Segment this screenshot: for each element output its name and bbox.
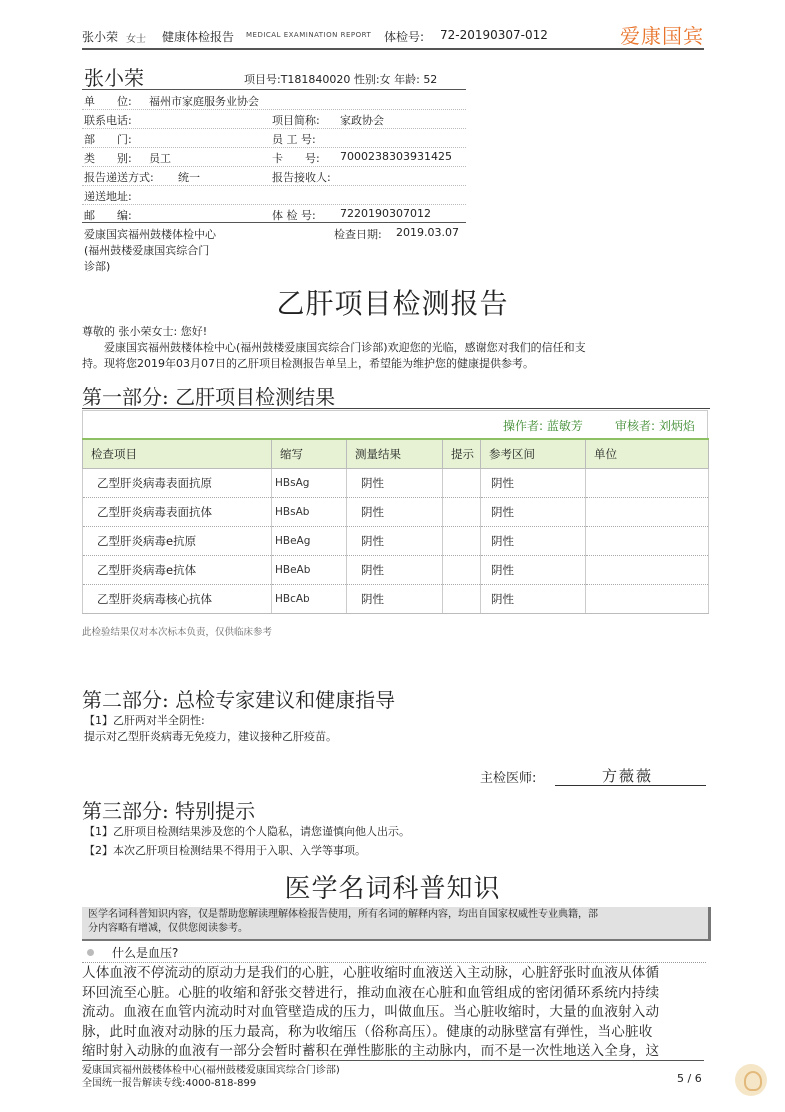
unit-value: 福州市家庭服务业协会	[149, 95, 259, 108]
center-name-line3: 诊部)	[84, 260, 111, 273]
header-report-title-en: MEDICAL EXAMINATION REPORT	[246, 31, 372, 39]
glossary-body-line: 人体血液不停流动的原动力是我们的心脏，心脏收缩时血液送入主动脉，心脏舒张时血液从体循	[82, 965, 660, 981]
report-title: 乙肝项目检测报告	[276, 287, 509, 320]
glossary-disclaimer-box	[82, 907, 711, 941]
bullet-icon	[87, 949, 94, 956]
dept-label: 部 门:	[84, 133, 132, 146]
divider	[82, 408, 710, 409]
glossary-body-line: 脉，此时血液对动脉的压力最高，称为收缩压（俗称高压）。健康的动脉壁富有弹性，当心脏收	[82, 1023, 653, 1040]
signature-line	[555, 785, 706, 786]
result-table	[82, 438, 709, 614]
header-number-label: 体检号:	[384, 30, 425, 44]
center-name-line2: (福州鼓楼爱康国宾综合门	[84, 244, 210, 257]
operator: 操作者: 蓝敏芳	[503, 419, 583, 433]
greeting: 尊敬的 张小荣女士: 您好!	[82, 325, 208, 338]
cell-unit	[586, 498, 709, 527]
divider	[82, 185, 466, 186]
card-label: 卡 号:	[272, 152, 320, 165]
glossary-body-line: 环回流至心脏。心脏的收缩和舒张交替进行，推动血液在心脏和血管组成的密闭循环系统内持续	[82, 984, 660, 1001]
cell-abbr: HBeAg	[272, 527, 347, 556]
cell-unit	[586, 527, 709, 556]
table-row	[83, 498, 709, 527]
exam-date-value: 2019.03.07	[396, 226, 459, 239]
type-label: 类 别:	[84, 152, 132, 165]
cell-unit	[586, 585, 709, 614]
divider	[82, 109, 466, 110]
cell-abbr: HBcAb	[272, 585, 347, 614]
glossary-body-line: 流动。血液在血管内流动时对血管壁造成的压力，叫做血压。当心脏收缩时，大量的血液射入动	[82, 1004, 660, 1020]
footer-center-name: 爱康国宾福州鼓楼体检中心(福州鼓楼爱康国宾综合门诊部)	[82, 1065, 340, 1076]
doctor-signature: 方薇薇	[602, 767, 654, 785]
cell-hint	[443, 556, 481, 585]
glossary-body-line: 缩时射入动脉的血液有一部分会暂时蓄积在弹性膨胀的主动脉内，而不是一次性地送入全身，这	[82, 1043, 660, 1059]
divider	[82, 128, 466, 129]
receiver-label: 报告接收人:	[272, 171, 331, 184]
divider	[82, 962, 706, 963]
divider	[82, 204, 466, 205]
col-header-result: 测量结果	[347, 439, 443, 469]
col-header-abbr: 缩写	[272, 439, 347, 469]
cell-hint	[443, 498, 481, 527]
unit-label: 单 位:	[84, 95, 132, 108]
cell-abbr: HBsAb	[272, 498, 347, 527]
col-header-reference: 参考区间	[481, 439, 586, 469]
table-row	[83, 527, 709, 556]
table-row	[83, 469, 709, 498]
header-patient-name: 张小荣	[82, 30, 119, 44]
col-header-hint: 提示	[443, 439, 481, 469]
cell-reference: 阴性	[481, 556, 586, 585]
divider	[82, 222, 466, 223]
glossary-title: 医学名词科普知识	[284, 874, 501, 904]
cell-result: 阴性	[347, 585, 443, 614]
col-header-unit: 单位	[586, 439, 709, 469]
table-row	[83, 556, 709, 585]
postcode-label: 邮 编:	[84, 209, 132, 222]
operator-bar	[82, 410, 708, 439]
part2-advice: 提示对乙型肝炎病毒无免疫力，建议接种乙肝疫苗。	[84, 730, 337, 743]
cell-reference: 阴性	[481, 585, 586, 614]
page-header	[82, 24, 704, 50]
cell-result: 阴性	[347, 498, 443, 527]
staff-no-label: 员 工 号:	[272, 133, 316, 146]
table-header-row	[83, 439, 709, 469]
glossary-disclaimer-line-2: 分内容略有增减，仅供您阅读参考。	[88, 922, 248, 934]
cell-reference: 阴性	[481, 498, 586, 527]
header-gender: 女士	[126, 34, 146, 45]
part3-item-1: 【1】乙肝项目检测结果涉及您的个人隐私，请您谨慎向他人出示。	[84, 825, 410, 838]
part1-title: 第一部分: 乙肝项目检测结果	[82, 385, 336, 409]
brand-logo-icon	[735, 1064, 767, 1096]
page-number: 5 / 6	[677, 1072, 702, 1085]
cell-item: 乙型肝炎病毒表面抗体	[83, 498, 272, 527]
patient-name: 张小荣	[84, 66, 144, 90]
col-header-item: 检查项目	[83, 439, 272, 469]
project-label: 项目简称:	[272, 114, 320, 127]
cell-hint	[443, 527, 481, 556]
part3-item-2: 【2】本次乙肝项目检测结果不得用于入职、入学等事项。	[84, 844, 366, 857]
card-value: 7000238303931425	[340, 150, 452, 163]
cell-unit	[586, 556, 709, 585]
center-name-line1: 爱康国宾福州鼓楼体检中心	[84, 228, 216, 241]
type-value: 员工	[149, 152, 171, 165]
exam-no-value: 7220190307012	[340, 207, 431, 220]
table-note: 此检验结果仅对本次标本负责，仅供临床参考	[82, 627, 273, 638]
cell-item: 乙型肝炎病毒e抗原	[83, 527, 272, 556]
cell-abbr: HBsAg	[272, 469, 347, 498]
cell-reference: 阴性	[481, 469, 586, 498]
part2-title: 第二部分: 总检专家建议和健康指导	[82, 688, 396, 712]
intro-line-1: 爱康国宾福州鼓楼体检中心(福州鼓楼爱康国宾综合门诊部)欢迎您的光临，感谢您对我们的信任和支	[104, 341, 586, 354]
divider	[82, 89, 466, 90]
part3-title: 第三部分: 特别提示	[82, 799, 256, 823]
cell-item: 乙型肝炎病毒e抗体	[83, 556, 272, 585]
cell-result: 阴性	[347, 527, 443, 556]
intro-line-2: 持。现将您2019年03月07日的乙肝项目检测报告单呈上，希望能为维护您的健康提供参考。	[82, 357, 534, 370]
doctor-label: 主检医师:	[480, 771, 537, 786]
cell-hint	[443, 585, 481, 614]
reviewer: 审核者: 刘炳焰	[615, 419, 695, 433]
glossary-body	[82, 964, 712, 1062]
table-row	[83, 585, 709, 614]
project-value: 家政协会	[340, 114, 384, 127]
page-footer	[82, 1060, 704, 1061]
cell-result: 阴性	[347, 469, 443, 498]
exam-date-label: 检查日期:	[334, 228, 382, 241]
footer-hotline: 全国统一报告解读专线:4000-818-899	[82, 1078, 257, 1089]
cell-unit	[586, 469, 709, 498]
cell-item: 乙型肝炎病毒核心抗体	[83, 585, 272, 614]
delivery-label: 报告递送方式:	[84, 171, 154, 184]
brand-logo-text: 爱康国宾	[620, 24, 704, 48]
divider	[82, 166, 466, 167]
header-number: 72-20190307-012	[440, 28, 548, 42]
cell-hint	[443, 469, 481, 498]
cell-abbr: HBeAb	[272, 556, 347, 585]
glossary-question: 什么是血压?	[112, 946, 179, 960]
cell-reference: 阴性	[481, 527, 586, 556]
delivery-value: 统一	[178, 171, 200, 184]
header-report-title: 健康体检报告	[162, 30, 235, 44]
cell-result: 阴性	[347, 556, 443, 585]
address-label: 递送地址:	[84, 190, 132, 203]
divider	[82, 147, 466, 148]
glossary-disclaimer-line-1: 医学名词科普知识内容，仅是帮助您解读理解体检报告使用，所有名词的解释内容，均出自国家权威性专业典籍，部	[88, 909, 598, 920]
patient-meta: 项目号:T181840020 性别:女 年龄: 52	[244, 73, 438, 86]
cell-item: 乙型肝炎病毒表面抗原	[83, 469, 272, 498]
phone-label: 联系电话:	[84, 114, 132, 127]
part2-item: 【1】乙肝两对半全阴性:	[84, 714, 205, 727]
exam-no-label: 体 检 号:	[272, 209, 316, 222]
